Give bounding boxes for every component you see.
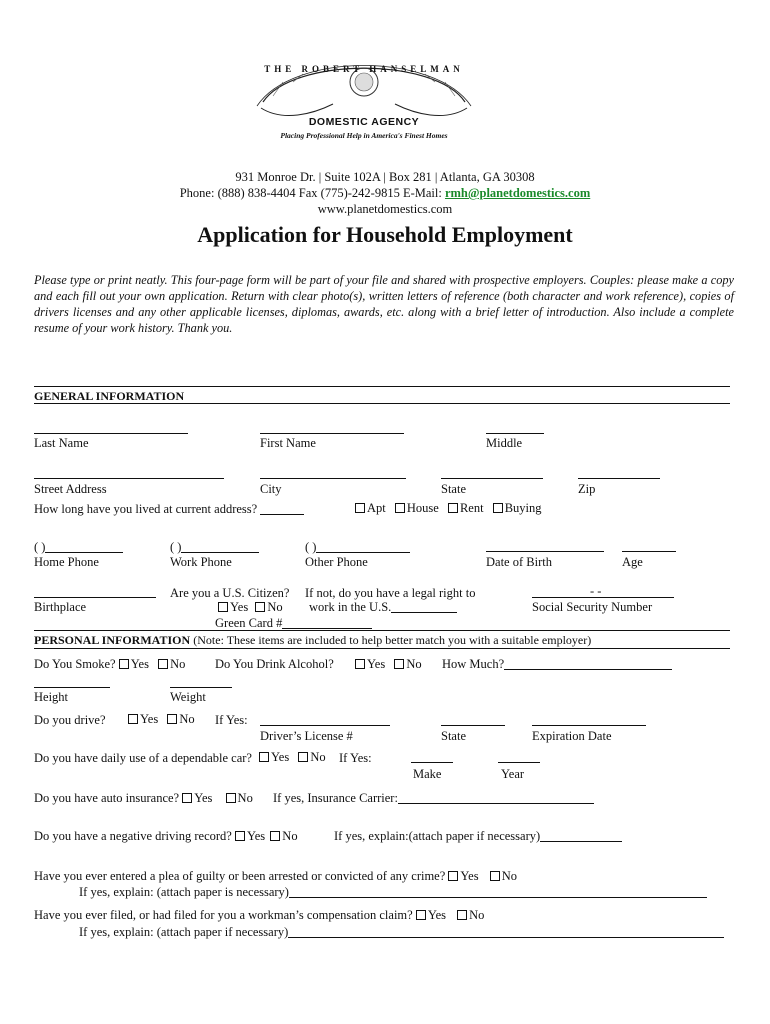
smoke-no-checkbox[interactable] <box>158 659 168 669</box>
last-name-label: Last Name <box>34 436 89 450</box>
logo-tagline: Placing Professional Help in America's Finest Homes <box>280 131 448 140</box>
apt-checkbox[interactable] <box>355 503 365 513</box>
citizen-options <box>218 600 283 615</box>
citizen-no-label: No <box>267 600 283 614</box>
section-divider <box>34 403 730 404</box>
section-divider <box>34 386 730 387</box>
state-field[interactable] <box>441 467 543 479</box>
logo-name: THE ROBERT HANSELMAN <box>264 64 464 74</box>
street-field[interactable] <box>34 467 224 479</box>
drink-yes-label: Yes <box>367 657 386 671</box>
citizen-question: Are you a U.S. Citizen? <box>170 586 290 600</box>
home-phone-blank[interactable] <box>45 541 123 553</box>
citizen-no-checkbox[interactable] <box>255 602 265 612</box>
negative-explain-row <box>334 829 622 844</box>
negative-label: Do you have a negative driving record? <box>34 829 232 843</box>
contact-address: 931 Monroe Dr. | Suite 102A | Box 281 | Atlanta, GA 30308 <box>235 170 535 184</box>
workman-no-label: No <box>469 908 485 922</box>
car-if-yes: If Yes: <box>339 751 372 765</box>
license-state-field[interactable] <box>441 714 505 726</box>
legal-right-question: If not, do you have a legal right to <box>305 586 476 600</box>
insurance-row <box>34 791 253 806</box>
workman-row <box>34 908 484 923</box>
legal-right-field[interactable] <box>391 601 457 613</box>
drive-options <box>128 712 195 727</box>
birthplace-label: Birthplace <box>34 600 87 614</box>
work-phone-label: Work Phone <box>170 555 232 569</box>
plea-yes-label: Yes <box>460 869 479 883</box>
ssn-label: Social Security Number <box>532 600 653 614</box>
contact-phone-fax: Phone: (888) 838-4404 Fax (775)-242-9815 E-Mail: <box>179 186 442 200</box>
workman-yes-label: Yes <box>427 908 447 922</box>
negative-explain-field[interactable] <box>540 830 622 842</box>
personal-note: (Note: These items are included to help better match you with a suitable employer) <box>193 633 592 647</box>
negative-yes-label: Yes <box>246 829 266 843</box>
year-field[interactable] <box>498 751 540 763</box>
plea-row <box>34 869 517 884</box>
expiration-field[interactable] <box>532 714 646 726</box>
email-link[interactable]: rmh@planetdomestics.com <box>444 186 591 200</box>
how-long-row <box>34 502 304 517</box>
plea-no-label: No <box>501 869 518 883</box>
street-label: Street Address <box>34 482 107 496</box>
license-label: Driver’s License # <box>260 729 353 743</box>
work-phone-blank[interactable] <box>181 541 259 553</box>
work-phone-field[interactable] <box>170 540 259 555</box>
car-no-checkbox[interactable] <box>298 752 308 762</box>
buying-checkbox[interactable] <box>493 503 503 513</box>
plea-no-checkbox[interactable] <box>490 871 500 881</box>
insurance-yes-label: Yes <box>194 791 213 805</box>
how-much-label: How Much? <box>442 657 505 671</box>
negative-no-checkbox[interactable] <box>270 831 280 841</box>
dob-label: Date of Birth <box>486 555 552 569</box>
insurance-label: Do you have auto insurance? <box>34 791 180 805</box>
drive-label: Do you drive? <box>34 713 106 727</box>
weight-label: Weight <box>170 690 206 704</box>
workman-yes-checkbox[interactable] <box>416 910 426 920</box>
plea-explain-row <box>79 885 707 900</box>
plea-explain-field[interactable] <box>289 886 707 898</box>
license-state-label: State <box>441 729 466 743</box>
car-yes-label: Yes <box>271 750 290 764</box>
area-code-paren: ( ) <box>170 540 182 554</box>
plea-label: Have you ever entered a plea of guilty or been arrested or convicted of any crime? <box>34 869 446 883</box>
dob-field[interactable] <box>486 540 604 552</box>
first-name-field[interactable] <box>260 422 404 434</box>
make-label: Make <box>413 767 442 781</box>
smoke-row <box>34 657 185 672</box>
rent-checkbox[interactable] <box>448 503 458 513</box>
home-phone-field[interactable] <box>34 540 123 555</box>
ssn-field[interactable] <box>532 586 674 598</box>
legal-right-label: work in the U.S. <box>309 600 392 614</box>
make-field[interactable] <box>411 751 453 763</box>
how-much-row <box>442 657 672 672</box>
year-label: Year <box>501 767 525 781</box>
green-card-field[interactable] <box>282 617 372 629</box>
negative-row <box>34 829 298 844</box>
drink-no-checkbox[interactable] <box>394 659 404 669</box>
drive-no-label: No <box>179 712 195 726</box>
legal-right-row <box>309 600 457 615</box>
home-phone-label: Home Phone <box>34 555 99 569</box>
citizen-yes-label: Yes <box>230 600 249 614</box>
age-label: Age <box>622 555 643 569</box>
carrier-label: If yes, Insurance Carrier: <box>273 791 398 805</box>
car-no-label: No <box>310 750 326 764</box>
contact-phone-line <box>0 186 770 201</box>
drink-label: Do You Drink Alcohol? <box>215 657 334 671</box>
middle-field[interactable] <box>486 422 544 434</box>
plea-explain-label: If yes, explain: (attach paper is necessary) <box>79 885 289 899</box>
personal-heading-row <box>34 633 591 648</box>
birthplace-field[interactable] <box>34 586 156 598</box>
weight-field[interactable] <box>170 676 232 688</box>
height-field[interactable] <box>34 676 110 688</box>
last-name-field[interactable] <box>34 422 188 434</box>
state-label: State <box>441 482 466 496</box>
workman-explain-row <box>79 925 724 940</box>
smoke-yes-checkbox[interactable] <box>119 659 129 669</box>
age-field[interactable] <box>622 540 676 552</box>
page-title: Application for Household Employment <box>197 222 573 247</box>
carrier-field[interactable] <box>398 792 594 804</box>
other-phone-label: Other Phone <box>305 555 368 569</box>
agency-logo <box>253 52 475 144</box>
other-phone-blank[interactable] <box>316 541 410 553</box>
smoke-yes-label: Yes <box>130 657 149 671</box>
expiration-label: Expiration Date <box>532 729 612 743</box>
negative-no-label: No <box>282 829 298 843</box>
car-yes-checkbox[interactable] <box>259 752 269 762</box>
citizen-yes-checkbox[interactable] <box>218 602 228 612</box>
insurance-yes-checkbox[interactable] <box>182 793 192 803</box>
drive-yes-label: Yes <box>140 712 159 726</box>
section-divider <box>34 630 730 631</box>
workman-explain-field[interactable] <box>288 926 724 938</box>
drink-options <box>355 657 422 672</box>
city-field[interactable] <box>260 467 406 479</box>
insurance-no-label: No <box>237 791 253 805</box>
negative-yes-checkbox[interactable] <box>235 831 245 841</box>
green-card-row <box>215 616 372 631</box>
house-label: House <box>406 501 439 515</box>
car-options <box>259 750 326 765</box>
license-field[interactable] <box>260 714 390 726</box>
insurance-no-checkbox[interactable] <box>226 793 236 803</box>
drink-no-label: No <box>406 657 422 671</box>
house-checkbox[interactable] <box>395 503 405 513</box>
workman-no-checkbox[interactable] <box>457 910 467 920</box>
how-long-field[interactable] <box>260 503 304 515</box>
smoke-no-label: No <box>170 657 186 671</box>
car-label: Do you have daily use of a dependable car? <box>34 751 252 765</box>
plea-yes-checkbox[interactable] <box>448 871 458 881</box>
intro-text: Please type or print neatly. This four-page form will be part of your file and shared with prospective employers. Couples: please make a copy and each fill out your own application. Return with clear photo(s), written letters of reference (both character and work reference), copies of drivers licenses and any other applicable licenses, diplomas, awards, etc. along with a brief letter of introduction. Also include a complete resume of your work history. Thank you. <box>34 273 734 335</box>
green-card-label: Green Card # <box>215 616 283 630</box>
apt-label: Apt <box>367 501 386 515</box>
buying-label: Buying <box>504 501 542 515</box>
ssn-dashes: - - <box>590 584 602 598</box>
other-phone-field[interactable] <box>305 540 410 555</box>
drive-no-checkbox[interactable] <box>167 714 177 724</box>
section-divider <box>34 648 730 649</box>
carrier-row <box>273 791 594 806</box>
personal-heading: PERSONAL INFORMATION <box>34 633 191 647</box>
residence-type-group <box>355 501 542 516</box>
area-code-paren: ( ) <box>34 540 46 554</box>
workman-explain-label: If yes, explain: (attach paper if necessary) <box>79 925 289 939</box>
zip-label: Zip <box>578 482 596 496</box>
workman-label: Have you ever filed, or had filed for you a workman’s compensation claim? <box>34 908 413 922</box>
rent-label: Rent <box>459 501 484 515</box>
how-much-field[interactable] <box>504 658 672 670</box>
drive-yes-checkbox[interactable] <box>128 714 138 724</box>
how-long-label: How long have you lived at current address? <box>34 502 258 516</box>
negative-explain-label: If yes, explain:(attach paper if necessary) <box>334 829 541 843</box>
middle-label: Middle <box>486 436 523 450</box>
height-label: Height <box>34 690 69 704</box>
drink-yes-checkbox[interactable] <box>355 659 365 669</box>
general-heading: GENERAL INFORMATION <box>34 389 185 403</box>
drive-if-yes: If Yes: <box>215 713 248 727</box>
city-label: City <box>260 482 282 496</box>
logo-agency: DOMESTIC AGENCY <box>308 116 420 128</box>
smoke-label: Do You Smoke? <box>34 657 116 671</box>
website-link[interactable]: www.planetdomestics.com <box>317 202 453 216</box>
zip-field[interactable] <box>578 467 660 479</box>
first-name-label: First Name <box>260 436 316 450</box>
area-code-paren: ( ) <box>305 540 317 554</box>
